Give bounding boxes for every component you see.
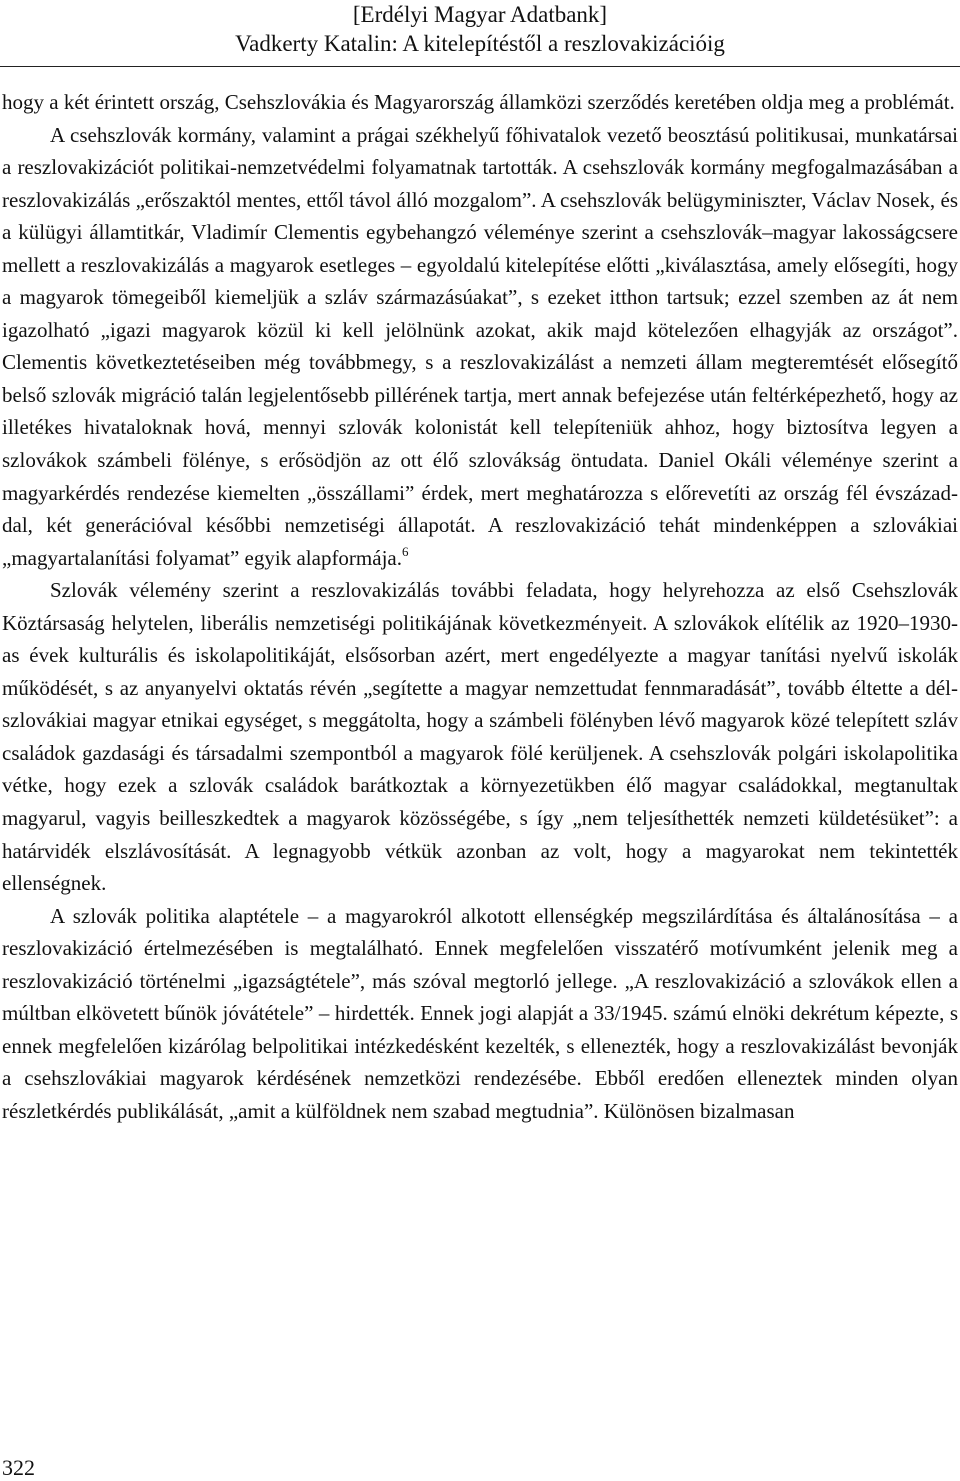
paragraph-1: hogy a két érintett ország, Csehszlovákia és Magyarország államközi szerződés keretében oldja meg a problémát. xyxy=(2,90,955,114)
paragraph-2: A csehszlovák kormány, valamint a prágai székhelyű főhivatalok vezető beosztású politikusai, munkatársai a reszlovakizációt politikai-nemzetvédelmi folyamatnak tartották. A csehszlovák kormány megfogalmazásában a reszlovakizálás „erőszaktól mentes, ettől távol álló mozgalom”. A csehszlovák belügyminiszter, Václav Nosek, és a külügyi államtitkár, Vladimír Clementis egybehangzó véleménye szerint a csehszlovák–magyar lakosságcsere mellett a reszlovakizálás a magyarok esetleges – egyoldalú kitelepítése előtti „kiválasztása, amely elősegíti, hogy a magyarok tömegeiből kiemeljük a szláv származásúakat”, s ezeket itthon tartsuk; ezzel szemben az át nem igazolható „igazi magyarok közül ki kell jelölnünk azokat, akik majd kötelezően elhagyják az országot”. Clementis következtetéseiben még továbbmegy, s a reszlovakizálást a nemzeti állam megteremtését elősegítő belső szlovák migráció talán legjelentősebb pillérének tartja, mert annak befejezése után feltérképezhető, hogy az illetékes hivataloknak hová, mennyi szlovák kolonistát kell telepíteniük ahhoz, hogy biztosítva legyen a szlovákok számbeli fölénye, s erősödjön az ott élő szlovákság öntudata. Daniel Okáli véleménye szerint a magyarkérdés rendezése kiemelten „összállami” érdek, mert meghatározza s előrevetíti az ország fél évszázaddal, két generációval későbbi nemzetiségi állapotát. A reszlovakizáció tehát mindenképpen a szlovákiai „magyartalanítási folyamat” egyik alapformája.$^6$ xyxy=(2,122,958,570)
header-rule xyxy=(0,66,960,67)
paragraph-4: A szlovák politika alaptétele – a magyarokról alkotott ellenségkép megszilárdítása és általánosítása – a reszlovakizáció értelmezésében is megtalálható. Ennek megfelelően visszatérő motívumként jelenik meg a reszlovakizáció történelmi „igazságtétele”, más szóval megtorló jellege. „A reszlovakizáció a szlovákok ellen a múltban elkövetett bűnök jóvátétele” – hirdették. Ennek jogi alapját a 33/1945. számú elnöki dekrétum képezte, s ennek megfelelően kizárólag belpolitikai intézkedésként kezelték, s ellenezték, hogy a reszlovakizálást bevonják a csehszlovákiai magyarok kérdésének nemzetközi rendezésébe. Ebből eredően elleneztek minden olyan részletkérdés publikálását, „amit a külföldnek nem szabad megtudnia”. Különösen bizalmasan xyxy=(2,903,958,1123)
footnote-reference: 6 xyxy=(401,543,409,559)
page-header xyxy=(0,0,960,58)
body-text xyxy=(2,86,958,1128)
page-number: 322 xyxy=(2,1455,35,1480)
header-title: Vadkerty Katalin: A kitelepítéstől a reszlovakizációig xyxy=(235,31,725,56)
header-source: [Erdélyi Magyar Adatbank] xyxy=(352,2,608,27)
paragraph-3: Szlovák vélemény szerint a reszlovakizálás további feladata, hogy helyrehozza az első Csehszlovák Köztársaság helytelen, liberális nemzetiségi politikájának következményeit. A szlovákok elítélik az 1920–1930-as évek kulturális és iskolapolitikáját, elsősorban azért, mert engedélyezte a magyar tanítási nyelvű iskolák működését, s az anyanyelvi oktatás révén „segítette a magyar nemzettudat fennmaradását”, tovább éltette a dél-szlovákiai magyar etnikai egységet, s meggátolta, hogy a számbeli fölényben lévő magyarok közé telepített szláv családok gazdasági és társadalmi szempontból a magyarok fölé kerüljenek. A csehszlovák polgári iskolapolitika vétke, hogy ezek a szlovák családok barátkoztak a környezetükben élő magyar családokkal, megtanultak magyarul, vagyis beilleszkedtek a magyarok közösségébe, s így „nem teljesíthették nemzeti küldetésüket”: a határvidék elszlávosítását. A legnagyobb vétkük azonban az volt, hogy a magyarokat nem tekintették ellenségnek. xyxy=(2,578,958,896)
